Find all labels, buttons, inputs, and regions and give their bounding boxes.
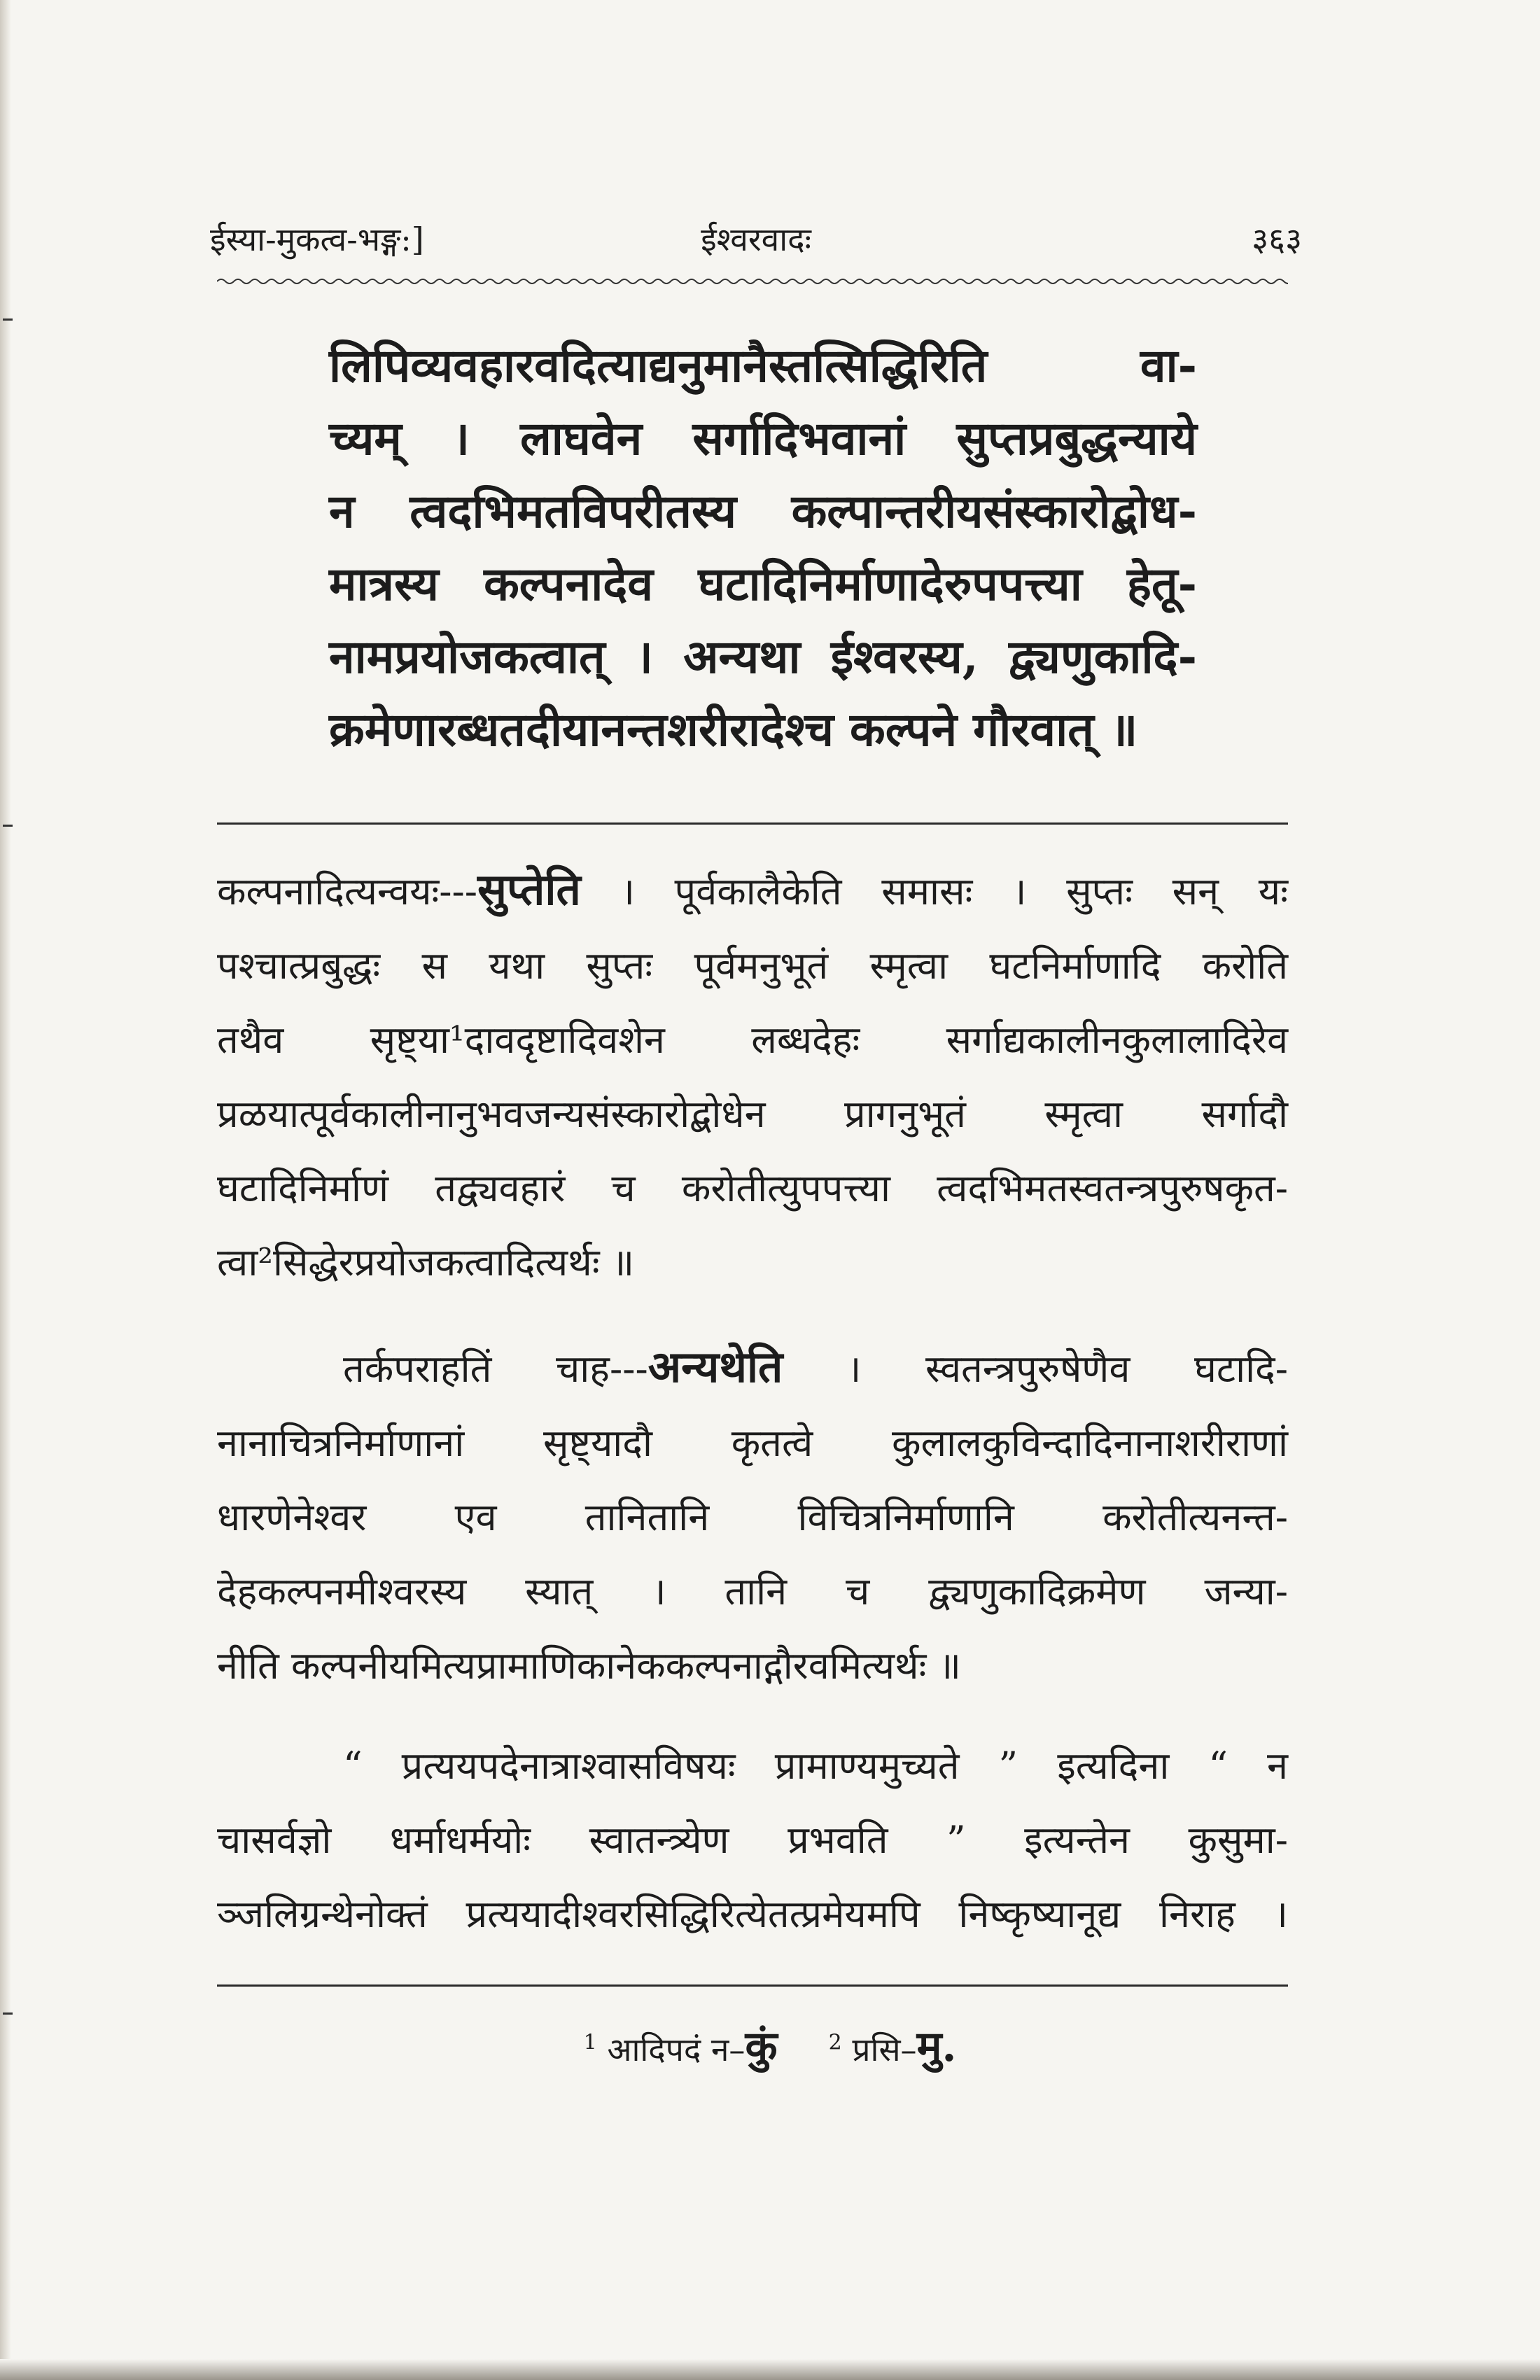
commentary-paragraph-1 [217, 853, 1288, 1300]
commentary-text: तर्कपराहतिं चाह--- [343, 1347, 648, 1391]
footnote-number: 2 [828, 2030, 842, 2055]
commentary-text: । स्वतन्त्रपुरुषेणैव घटादि- [783, 1347, 1288, 1391]
footnotes [0, 2016, 1540, 2073]
commentary-keyword: सुप्तेति [477, 864, 581, 915]
footnote-text: आदिपदं न– [607, 2031, 746, 2068]
header-wavy-rule [217, 276, 1288, 287]
section-divider [217, 822, 1288, 825]
main-text-block [329, 329, 1197, 766]
commentary-line: देहकल्पनमीश्वरस्य स्यात् । तानि च द्व्यणुकादिक्रमेण जन्या- [217, 1569, 1288, 1614]
footnote-number: 1 [583, 2030, 597, 2055]
commentary-line: नीति कल्पनीयमित्यप्रामाणिकानेककल्पनाद्गौरवमित्यर्थः ॥ [217, 1644, 961, 1688]
commentary-line: तथैव सृष्ट्या¹दावदृष्टादिवशेन लब्धदेहः सर्गाद्यकालीनकुलालादिरेव [217, 1018, 1288, 1062]
commentary-text: । पूर्वकालैकेति समासः । सुप्तः सन् यः [580, 869, 1288, 913]
commentary-line: नानाचित्रनिर्माणानां सृष्ट्यादौ कृतत्वे कुलालकुविन्दादिनानाशरीराणां [217, 1421, 1288, 1465]
footnote-siglum: कुं [745, 2022, 778, 2071]
commentary-paragraph-2 [217, 1330, 1288, 1703]
margin-mark [3, 825, 13, 827]
header-section-title: ईस्या-मुकत्व-भङ्ग:] [210, 220, 424, 258]
margin-mark [3, 318, 13, 321]
header-chapter-title: ईश्वरवादः [701, 220, 811, 258]
commentary-line: चासर्वज्ञो धर्माधर्मयोः स्वातन्त्र्येण प्रभवति ” इत्यन्तेन कुसुमा- [217, 1818, 1288, 1862]
commentary-line: त्वा²सिद्धेरप्रयोजकत्वादित्यर्थः ॥ [217, 1240, 635, 1284]
main-text-line: लिपिव्यवहारवदित्याद्यनुमानैस्तत्सिद्धिरिति वा- [329, 338, 1197, 393]
main-text-line: नामप्रयोजकत्वात् । अन्यथा ईश्वरस्य, द्व्यणुकादि- [329, 629, 1197, 684]
main-text-line: च्यम् । लाघवेन सर्गादिभवानां सुप्तप्रबुद्धन्याये [329, 411, 1197, 465]
page-bottom-edge [0, 2359, 1540, 2380]
commentary-line: धारणेनेश्वर एव तानितानि विचित्रनिर्माणानि करोतीत्यनन्त- [217, 1495, 1288, 1539]
commentary-line: घटादिनिर्माणं तद्व्यवहारं च करोतीत्युपपत्त्या त्वदभिमतस्वतन्त्रपुरुषकृत- [217, 1166, 1288, 1210]
main-text-line: मात्रस्य कल्पनादेव घटादिनिर्माणादेरुपपत्त्या हेतू- [329, 556, 1197, 611]
commentary-line [217, 1330, 1288, 1406]
main-text-line: क्रमेणारब्धतदीयानन्तशरीरादेश्च कल्पने गौरवात् ॥ [329, 702, 1138, 757]
commentary-paragraph-3 [217, 1729, 1288, 1952]
footnote-text: प्रसि– [852, 2031, 917, 2068]
page-number: ३६३ [1252, 220, 1302, 258]
footnote-siglum: मु. [916, 2022, 957, 2071]
footnote-divider [217, 1984, 1288, 1987]
commentary-keyword: अन्यथेति [648, 1341, 783, 1392]
margin-mark [3, 2012, 13, 2015]
commentary-line: पश्चात्प्रबुद्धः स यथा सुप्तः पूर्वमनुभूतं स्मृत्वा घटनिर्माणादि करोति [217, 944, 1288, 988]
commentary-line: प्रळयात्पूर्वकालीनानुभवजन्यसंस्कारोद्बोधेन प्रागनुभूतं स्मृत्वा सर्गादौ [217, 1092, 1288, 1136]
commentary-line: “ प्रत्ययपदेनात्राश्वासविषयः प्रामाण्यमुच्यते ” इत्यदिना “ न [343, 1744, 1288, 1788]
running-header [210, 210, 1302, 266]
main-text-line: न त्वदभिमतविपरीतस्य कल्पान्तरीयसंस्कारोद्बोध- [329, 484, 1197, 538]
commentary-line [217, 853, 1288, 929]
commentary-line: ञ्जलिग्रन्थेनोक्तं प्रत्ययादीश्वरसिद्धिरित्येतत्प्रमेयमपि निष्कृष्यानूद्य निराह । [217, 1892, 1288, 1936]
commentary-text: कल्पनादित्यन्वयः--- [217, 869, 478, 913]
